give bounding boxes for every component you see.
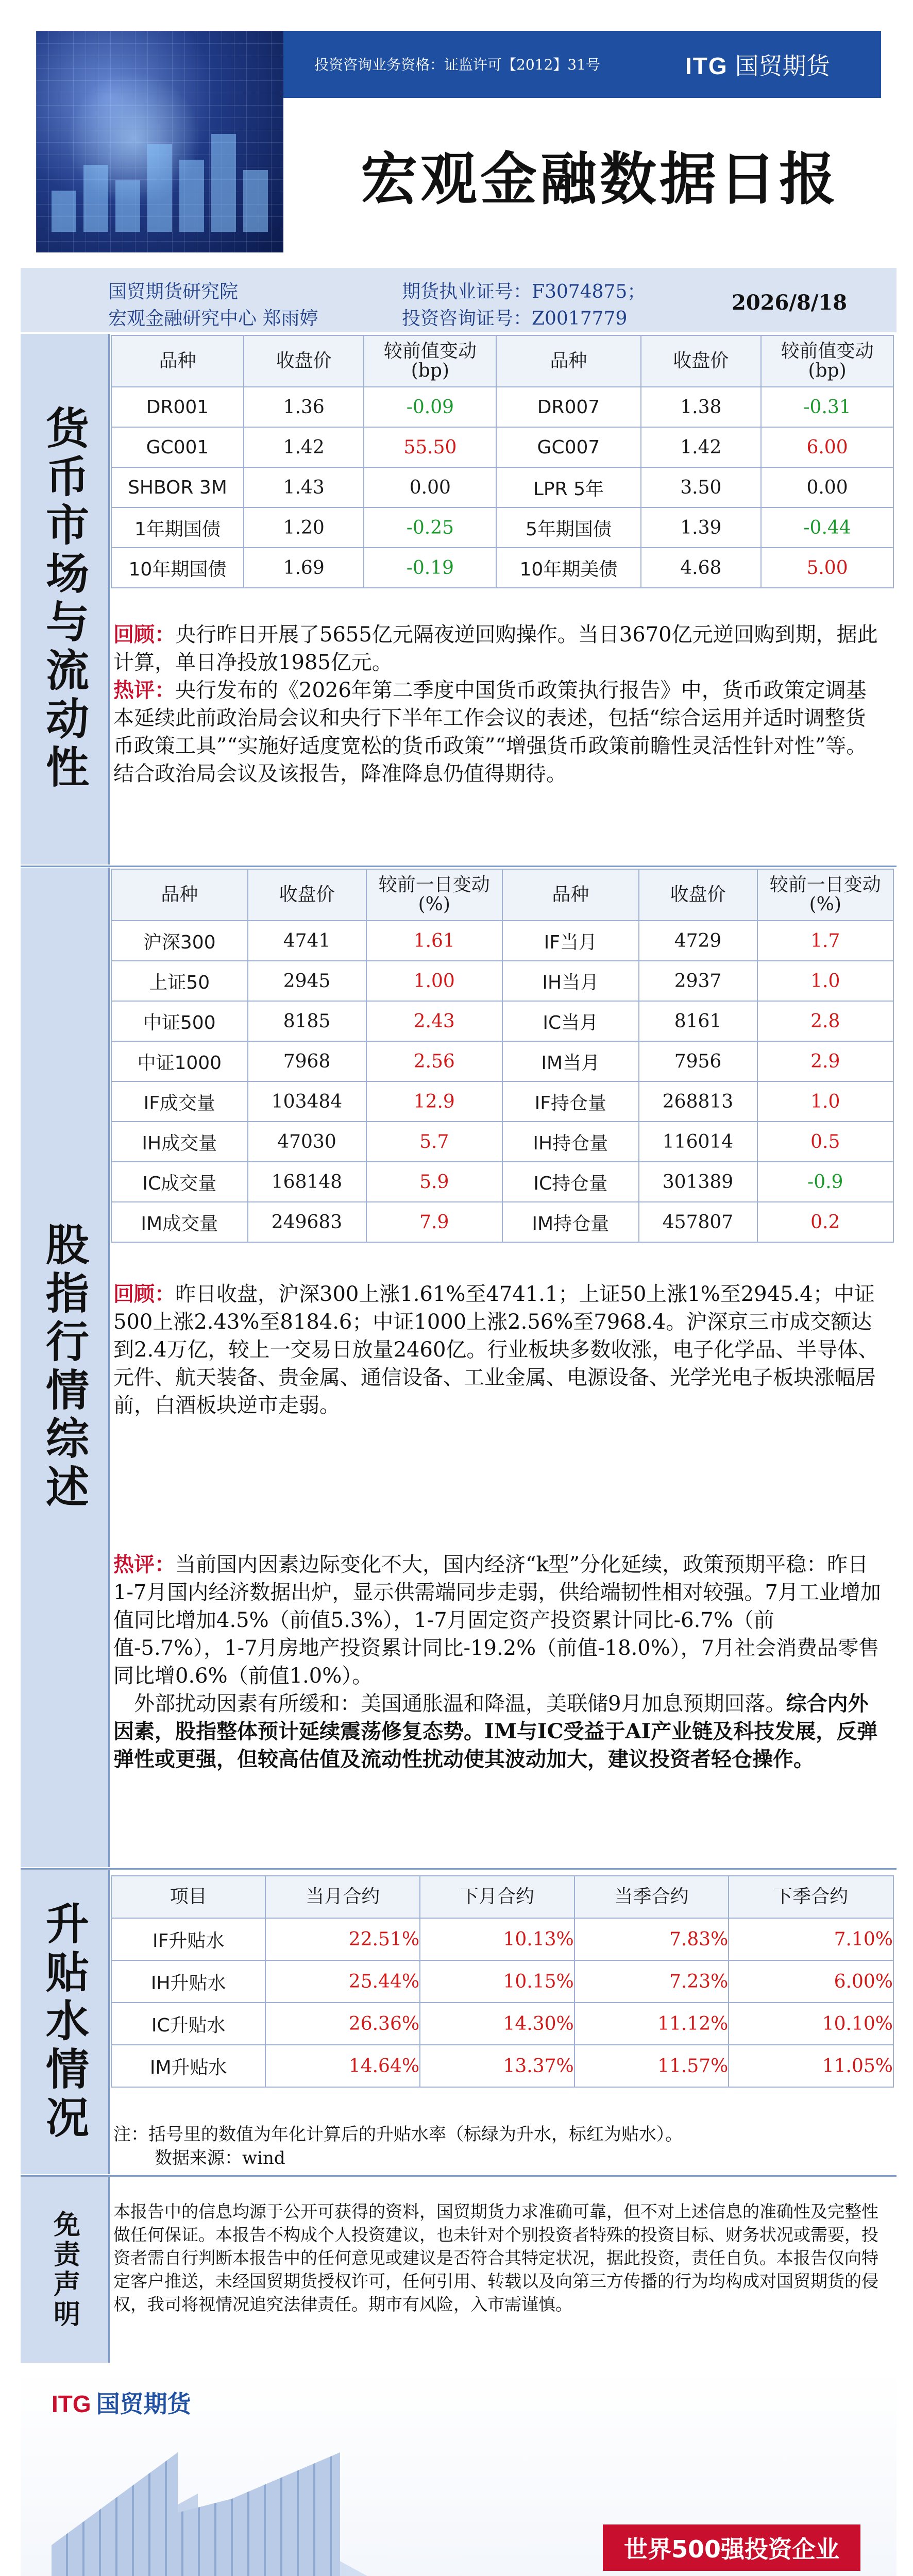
table-cell: -0.9	[757, 1162, 894, 1202]
table-cell: 8161	[639, 1001, 757, 1041]
header-strip	[283, 31, 881, 98]
column-header: 品种	[502, 869, 639, 921]
futures-license: 期货执业证号：F3074875；	[402, 281, 646, 302]
table-cell: IF当月	[502, 921, 639, 961]
table-cell: 301389	[639, 1162, 757, 1202]
table-cell: IM成交量	[111, 1202, 248, 1242]
table-cell: 11.12%	[574, 2003, 729, 2045]
table-row	[111, 1041, 893, 1081]
table-cell: IM升贴水	[111, 2045, 265, 2087]
table-row	[111, 2045, 893, 2087]
table-cell: 1.69	[244, 548, 364, 588]
table-cell: 2.8	[757, 1001, 894, 1041]
author-info	[21, 268, 897, 332]
table-cell: DR007	[496, 387, 640, 427]
table-cell: 3.50	[641, 467, 762, 507]
license-text: 投资咨询业务资格：证监许可【2012】31号	[314, 56, 600, 73]
column-header: 品种	[111, 869, 248, 921]
table-cell: 1.43	[244, 467, 364, 507]
table-row	[111, 1162, 893, 1202]
table-row	[111, 467, 893, 507]
table-cell: 中证1000	[111, 1041, 248, 1081]
column-header: 当季合约	[574, 1876, 729, 1918]
table-cell: 1.38	[641, 387, 762, 427]
table-cell: 7.83%	[574, 1918, 729, 1960]
table-row	[111, 387, 893, 427]
table-row	[111, 921, 893, 961]
basis-table	[111, 1875, 894, 2088]
table-cell: 116014	[639, 1122, 757, 1162]
table-row	[111, 1001, 893, 1041]
table-cell: 4741	[248, 921, 366, 961]
disclaimer-text: 本报告中的信息均源于公开可获得的资料，国贸期货力求准确可靠，但不对上述信息的准确性及完整性做任何保证。本报告不构成个人投资建议，也未针对个别投资者特殊的投资目标、财务状况或需要，投资者需自行判断本报告中的任何意见或建议是否符合其特定状况，据此投资，责任自负。本报告仅向特定客户推送，未经国贸期货授权许可，任何引用、转载以及向第三方传播的行为均构成对国贸期货的侵权，我司将视情况追究法律责任。期市有风险，入市需谨慎。	[113, 2201, 878, 2314]
table-cell: 14.64%	[265, 2045, 420, 2087]
table-cell: IF成交量	[111, 1081, 248, 1122]
table-cell: GC007	[496, 427, 640, 467]
money-commentary: 回顾：央行昨日开展了5655亿元隔夜逆回购操作。当日3670亿元逆回购到期，据此计算，单日净投放1985亿元。 热评：央行发布的《2026年第二季度中国货币政策执行报告》中，货币政策定调基本延续此前政治局会议和央行下半年工作会议的表述，包括“综合运用并适时调整货币政策工具”“实施好适度宽松的货币政策”“增强货币政策前瞻性灵活性针对性”等。结合政治局会议及该报告，降准降息仍值得期待。	[113, 622, 878, 786]
table-cell: 268813	[639, 1081, 757, 1122]
table-cell: 10.10%	[729, 2003, 893, 2045]
column-header: 品种	[111, 335, 244, 387]
table-cell: 11.57%	[574, 2045, 729, 2087]
index-hot-comment: 热评：当前国内因素边际变化不大，国内经济“k型”分化延续，政策预期平稳：昨日1-7月国内经济数据出炉，显示供需端同步走弱，供给端韧性相对较强。7月工业增加值同比增加4.5%（前值5.3%），1-7月固定资产投资累计同比-6.7%（前值-5.7%），1-7月房地产投资累计同比-19.2%（前值-18.0%），7月社会消费品零售同比增0.6%（前值1.0%）。 外部扰动因素有所缓和：美国通胀温和降温，美联储9月加息预期回落。综合内外因素，股指整体预计延续震荡修复态势。IM与IC受益于AI产业链及科技发展，反弹弹性或更强，但较高估值及流动性扰动使其波动加大，建议投资者轻仓操作。	[113, 1552, 881, 1771]
table-cell: 6.00	[761, 427, 893, 467]
table-row	[111, 1081, 893, 1122]
table-cell: 26.36%	[265, 2003, 420, 2045]
table-cell: 1.36	[244, 387, 364, 427]
table-cell: 1.0	[757, 961, 894, 1001]
table-row	[111, 961, 893, 1001]
table-cell: -0.09	[364, 387, 496, 427]
table-cell: 4729	[639, 921, 757, 961]
table-cell: IM当月	[502, 1041, 639, 1081]
table-cell: 47030	[248, 1122, 366, 1162]
table-cell: DR001	[111, 387, 244, 427]
table-cell: 10.13%	[420, 1918, 574, 1960]
table-cell: 13.37%	[420, 2045, 574, 2087]
table-cell: 12.9	[366, 1081, 503, 1122]
column-header: 收盘价	[248, 869, 366, 921]
table-cell: 10年期国债	[111, 548, 244, 588]
table-cell: 1.00	[366, 961, 503, 1001]
table-cell: IH升贴水	[111, 1960, 265, 2003]
table-cell: 1.61	[366, 921, 503, 961]
index-table	[111, 869, 894, 1243]
table-cell: 1.39	[641, 507, 762, 548]
table-cell: 0.2	[757, 1202, 894, 1242]
table-cell: 0.00	[364, 467, 496, 507]
table-cell: 2.43	[366, 1001, 503, 1041]
table-cell: 8185	[248, 1001, 366, 1041]
table-row	[111, 1960, 893, 2003]
table-row	[111, 1202, 893, 1242]
table-cell: 2937	[639, 961, 757, 1001]
table-cell: 14.30%	[420, 2003, 574, 2045]
table-cell: LPR 5年	[496, 467, 640, 507]
table-cell: -0.19	[364, 548, 496, 588]
table-row	[111, 507, 893, 548]
footer-itg-logo: ITG 国贸期货	[52, 2391, 191, 2417]
column-header: 下季合约	[729, 1876, 893, 1918]
table-cell: 168148	[248, 1162, 366, 1202]
table-cell: IF升贴水	[111, 1918, 265, 1960]
table-cell: -0.31	[761, 387, 893, 427]
column-header: 收盘价	[639, 869, 757, 921]
table-cell: 10年期美债	[496, 548, 640, 588]
column-header: 较前一日变动 (%)	[366, 869, 503, 921]
table-cell: 上证50	[111, 961, 248, 1001]
basis-notes	[113, 2123, 881, 2170]
table-cell: 0.5	[757, 1122, 894, 1162]
table-cell: 7.10%	[729, 1918, 893, 1960]
table-cell: 5年期国债	[496, 507, 640, 548]
table-cell: IM持仓量	[502, 1202, 639, 1242]
table-cell: 2.56	[366, 1041, 503, 1081]
tower-image	[52, 2452, 412, 2576]
analyst-name: 宏观金融研究中心 郑雨婷	[108, 308, 318, 329]
money-market-table	[111, 335, 894, 588]
table-cell: -0.25	[364, 507, 496, 548]
table-cell: 1.42	[641, 427, 762, 467]
table-row	[111, 1122, 893, 1162]
table-cell: 0.00	[761, 467, 893, 507]
table-cell: SHBOR 3M	[111, 467, 244, 507]
table-cell: 55.50	[364, 427, 496, 467]
table-cell: IH成交量	[111, 1122, 248, 1162]
column-header: 收盘价	[244, 335, 364, 387]
section-label-money: 货币市场与流动性	[21, 334, 110, 865]
table-cell: 6.00%	[729, 1960, 893, 2003]
table-cell: 249683	[248, 1202, 366, 1242]
table-cell: 中证500	[111, 1001, 248, 1041]
section-label-index: 股指行情综述	[21, 868, 110, 1867]
index-review: 回顾：昨日收盘，沪深300上涨1.61%至4741.1；上证50上涨1%至2945.4；中证500上涨2.43%至8184.6；中证1000上涨2.56%至7968.4。沪深京三市成交额达到2.4万亿，较上一交易日放量2460亿。行业板块多数收涨，电子化学品、半导体、元件、航天装备、贵金属、通信设备、工业金属、电源设备、光学光电子板块涨幅居前，白酒板块逆市走弱。	[113, 1282, 879, 1417]
table-cell: 5.7	[366, 1122, 503, 1162]
table-cell: 5.9	[366, 1162, 503, 1202]
table-cell: 11.05%	[729, 2045, 893, 2087]
institute-name: 国贸期货研究院	[108, 281, 239, 302]
table-header-row	[111, 1876, 893, 1918]
table-cell: 1.0	[757, 1081, 894, 1122]
table-cell: IH持仓量	[502, 1122, 639, 1162]
table-row	[111, 427, 893, 467]
column-header: 项目	[111, 1876, 265, 1918]
basis-note: 注：括号里的数值为年化计算后的升贴水率（标绿为升水，标红为贴水）。	[113, 2124, 683, 2145]
table-cell: 22.51%	[265, 1918, 420, 1960]
column-header: 较前值变动 (bp)	[364, 335, 496, 387]
header	[0, 0, 913, 268]
table-header-row	[111, 869, 893, 921]
advisory-license: 投资咨询证号：Z0017779	[402, 308, 628, 329]
table-cell: GC001	[111, 427, 244, 467]
column-header: 品种	[496, 335, 640, 387]
column-header: 较前值变动 (bp)	[761, 335, 893, 387]
section-label-disclaimer: 免责声明	[21, 2177, 110, 2363]
table-cell: 1年期国债	[111, 507, 244, 548]
table-cell: 1.20	[244, 507, 364, 548]
table-cell: 沪深300	[111, 921, 248, 961]
table-cell: IH当月	[502, 961, 639, 1001]
data-source: 数据来源：wind	[155, 2148, 285, 2168]
table-cell: 10.15%	[420, 1960, 574, 2003]
table-cell: 1.7	[757, 921, 894, 961]
table-row	[111, 548, 893, 588]
table-cell: 5.00	[761, 548, 893, 588]
table-row	[111, 1918, 893, 1960]
table-cell: 2.9	[757, 1041, 894, 1081]
table-cell: 1.42	[244, 427, 364, 467]
table-cell: 4.68	[641, 548, 762, 588]
table-cell: 2945	[248, 961, 366, 1001]
report-title: 宏观金融数据日报	[361, 146, 839, 212]
column-header: 收盘价	[641, 335, 762, 387]
table-cell: IC升贴水	[111, 2003, 265, 2045]
section-label-basis: 升贴水情况	[21, 1870, 110, 2174]
table-cell: 7968	[248, 1041, 366, 1081]
header-finance-image	[36, 31, 283, 252]
table-cell: IF持仓量	[502, 1081, 639, 1122]
table-cell: IC当月	[502, 1001, 639, 1041]
table-header-row	[111, 335, 893, 387]
table-cell: 7.9	[366, 1202, 503, 1242]
table-cell: -0.44	[761, 507, 893, 548]
table-cell: 457807	[639, 1202, 757, 1242]
column-header: 下月合约	[420, 1876, 574, 1918]
table-cell: 103484	[248, 1081, 366, 1122]
table-cell: 25.44%	[265, 1960, 420, 2003]
table-row	[111, 2003, 893, 2045]
column-header: 当月合约	[265, 1876, 420, 1918]
footer-banner	[21, 2370, 897, 2576]
table-cell: 7956	[639, 1041, 757, 1081]
table-cell: IC成交量	[111, 1162, 248, 1202]
fortune500-badge: 世界500强投资企业	[603, 2524, 860, 2571]
table-cell: 7.23%	[574, 1960, 729, 2003]
column-header: 较前一日变动 (%)	[757, 869, 894, 921]
itg-logo: ITG 国贸期货	[685, 53, 830, 79]
report-date: 2026/8/18	[732, 291, 848, 315]
table-cell: IC持仓量	[502, 1162, 639, 1202]
